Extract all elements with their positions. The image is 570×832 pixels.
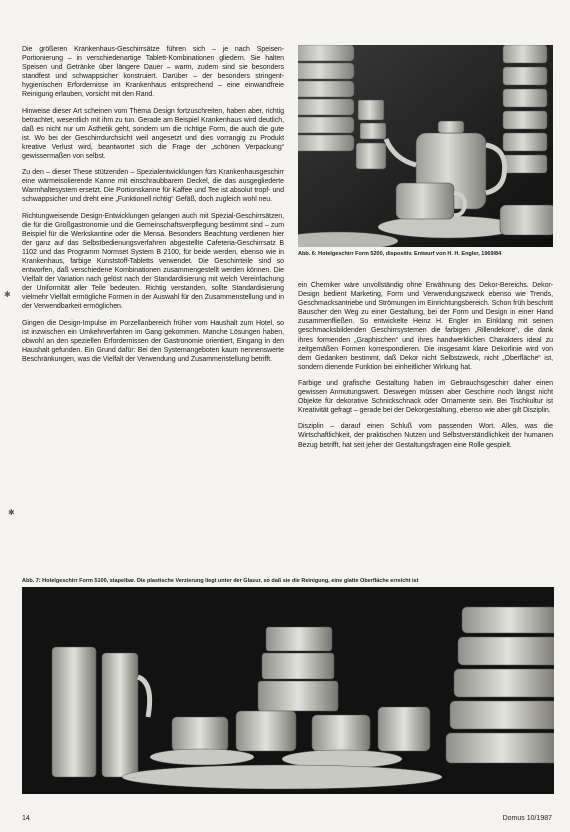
right-text-column [298,281,553,457]
right-paragraph: ein Chemiker wäre unvollständig ohne Erwähnung des Dekor-Bereichs. Dekor-Design bedient Marketing, Form und Verwendungszweck ebenso wie Trends, Geschmacksantriebe und Strömungen im Einrichtungsbereich. Schon früh beschritt Bauscher den Weg zu einer Gestaltung, bei der Form und Design in einer Hand zusammenfließen. So entwickelte Heinz H. Engler im Einklang mit seinen geschmacksbildenden Geschirrsystemen die farbigen „Rillendekore“, die dank ihres formenden „Graphischen“ und ihres handwerklichen Charakters ideal zu zeitgemäßen Formen korrespondieren. Die insgesamt klare Dekorlinie wird von dem Gedanken bestimmt, daß Dekor nicht Selbstzweck, nicht „Oberfläche“ ist, sondern dienende Funktion bei einheitlicher Wirkung hat. [298,282,553,371]
left-paragraph: Gingen die Design-Impulse im Porzellanbereich früher vom Haushalt zum Hotel, so ist inzwischen ein Umkehrverfahren im Gang gekommen. Manche Lösungen haben, obwohl an den speziellen Erfordernissen der Gastronomie orientiert, Eingang in den Haushalt gefunden. Ein Grund dafür: Bei den Systemangeboten kaum nennenswerte Beschränkungen, was die Vielfalt der Verwendung und Zusammenstellung betrifft. [22,319,284,363]
publication-footer: Domus 10/1987 [502,815,552,822]
photo-caption-bottom: Abb. 7: Hotelgeschirr Form 5100, stapelbar. Die plastische Verzierung liegt unter der Glasur, so daß sie die Reinigung, eine glatte Oberfläche erreicht ist [22,578,419,584]
page-number: 14 [22,815,30,822]
left-paragraph: Hinweise dieser Art scheinen vom Thema Design fortzuschreiten, haben aber, richtig betrachtet, wesentlich mit ihm zu tun. Gerade am Beispiel Krankenhaus wird deutlich, daß es nicht nur um Ästhetik geht, sondern um die richtige Form, die auch die gute ist. Wo bei der Geschirrdurchsicht weil angesetzt und dies vorrangig zu Produkt kreative Verlust wird, beantwortet sich die Frage der „schönen Verpackung“ gewissermaßen von selbst. [22,107,284,161]
tableware-photo-top [298,45,553,247]
tableware-photo-bottom [22,587,554,794]
photo-caption-top: Abb. 6: Hotelgeschirr Form 5200, dispositiv. Entwurf von H. H. Engler, 1969/84 [298,251,502,257]
left-text-column [22,45,284,371]
left-paragraph: Richtungweisende Design-Entwicklungen gelangen auch mit Spezial-Geschirrsätzen, die für die Großgastronomie und die Gemeinschaftsverpflegung bestimmt sind – zum Beispiel für die Werkskantine oder die Mensa. Besonders Beachtung verdienen hier der ganz auf das Selbstbedienungsverfahren abgestellte Cafeteria-Geschirrsatz B 1102 und das Programm Normset System B 2100, für beide werden, ebenso wie in Krankenhaus, farbige Kunststoff-Tabletts verwendet. Die Geschirrteile sind so entworfen, daß verschiedene Kombinationen zusammengestellt werden können. Die Vielfalt der Variation nach gelöst nach der Standardisierung mit welch Vereinfachung der Uniformität aller Teile bedeuten. Richtig verstanden, sollte Standardisierung vielmehr Vielfalt ermögliche Formen in der Auswahl für den Zusammenstellung und in der Verwendbarkeit ermöglichen. [22,212,284,311]
margin-scribble-icon: ✱ [8,508,15,517]
margin-scribble-icon: ✱ [4,290,11,299]
right-paragraph: Farbige und grafische Gestaltung haben im Gebrauchsgeschirr daher einen gewissen Anmutungswert. Deswegen müssen aber Geschirre noch längst nicht Objekte für dekorative Schnickschnack oder Ornamente sein. Bei Tischkultur ist Kreativität gefragt – gerade bei der Dekorgestaltung, ebenso wie aber gilt Disziplin. [298,379,553,415]
right-paragraph: Disziplin – darauf einen Schluß vom passenden Wort. Alles, was die Wirtschaftlichkeit, der praktischen Nutzen und Selbstverständlichkeit der humanen Bezug betrifft, hat seit jeher der Gestaltungsfragen eine Rolle gespielt. [298,423,553,449]
left-paragraph: Die größeren Krankenhaus-Geschirrsätze führen sich – je nach Speisen-Portionierung – in verschiedenartige Tablett-Kombinationen gliedern. Sie halten Speisen und Getränke über längere Dauer – warm, zudem sind sie besonders standfest und schwappsicher konstruiert. Darüber – der besonders stringent-hygienischen Erfordernisse im Krankenhaus entsprechend – eine einwandfreie Reinigung erlauben, vorsicht mit den Rand. [22,46,284,99]
left-paragraph: Zu den – dieser These stützenden – Spezialentwicklungen fürs Krankenhausgeschirr eine wärmeisolierende Kanne mit einschraubbarem Deckel, die das ausgegliederte Warmhaltesystem ersetzt. Die Portionskanne für Kaffee und Tee ist absolut tropf- und schwappsicher und dreht eine „Funktionell richtig“ Gefäß, doch zugleich wohl neu. [22,169,284,204]
